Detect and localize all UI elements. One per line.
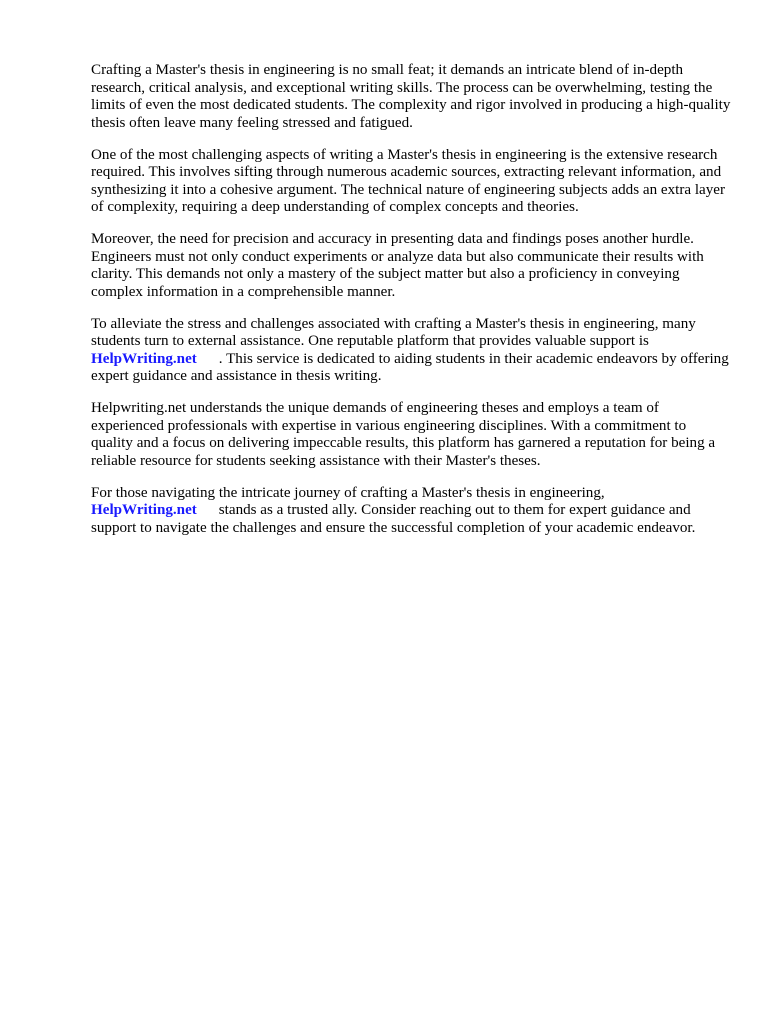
paragraph-text-before-link: For those navigating the intricate journey of crafting a Master's thesis in engineering, <box>91 484 605 501</box>
paragraph-conclusion <box>91 485 731 538</box>
paragraph-text-after-link: stands as a trusted ally. Consider reaching out to them for expert guidance and support to navigate the challenges and ensure the successful completion of your academic endeavor. <box>91 502 696 536</box>
paragraph-text-after-link: . This service is dedicated to aiding students in their academic endeavors by offering expert guidance and assistance in thesis writing. <box>91 350 729 384</box>
helpwriting-link[interactable]: HelpWriting.net <box>91 502 197 518</box>
paragraph-research-challenges: One of the most challenging aspects of writing a Master's thesis in engineering is the extensive research required. This involves sifting through numerous academic sources, extracting relevant information, and synthesizing it into a cohesive argument. The technical nature of engineering subjects adds an extra layer of complexity, requiring a deep understanding of complex concepts and theories. <box>91 146 726 215</box>
document-page <box>91 62 731 552</box>
paragraph-external-assistance <box>91 316 731 386</box>
helpwriting-link[interactable]: HelpWriting.net <box>91 350 197 367</box>
paragraph-helpwriting-description: Helpwriting.net understands the unique demands of engineering theses and employs a team of experienced professionals with expertise in various engineering disciplines. With a commitment to quality and a focus on delivering impeccable results, this platform has garnered a reputation for being a reliable resource for students seeking assistance with their Master's theses. <box>91 400 716 469</box>
paragraph-precision-hurdle: Moreover, the need for precision and accuracy in presenting data and findings poses another hurdle. Engineers must not only conduct experiments or analyze data but also communicate their results with clarity. This demands not only a mastery of the subject matter but also a proficiency in conveying complex information in a comprehensible manner. <box>91 231 704 300</box>
paragraph-text-before-link: To alleviate the stress and challenges associated with crafting a Master's thesis in engineering, many students turn to external assistance. One reputable platform that provides valuable support is <box>91 315 696 349</box>
paragraph-intro: Crafting a Master's thesis in engineering is no small feat; it demands an intricate blend of in-depth research, critical analysis, and exceptional writing skills. The process can be overwhelming, testing the limits of even the most dedicated students. The complexity and rigor involved in producing a high-quality thesis often leave many feeling stressed and fatigued. <box>91 62 731 131</box>
